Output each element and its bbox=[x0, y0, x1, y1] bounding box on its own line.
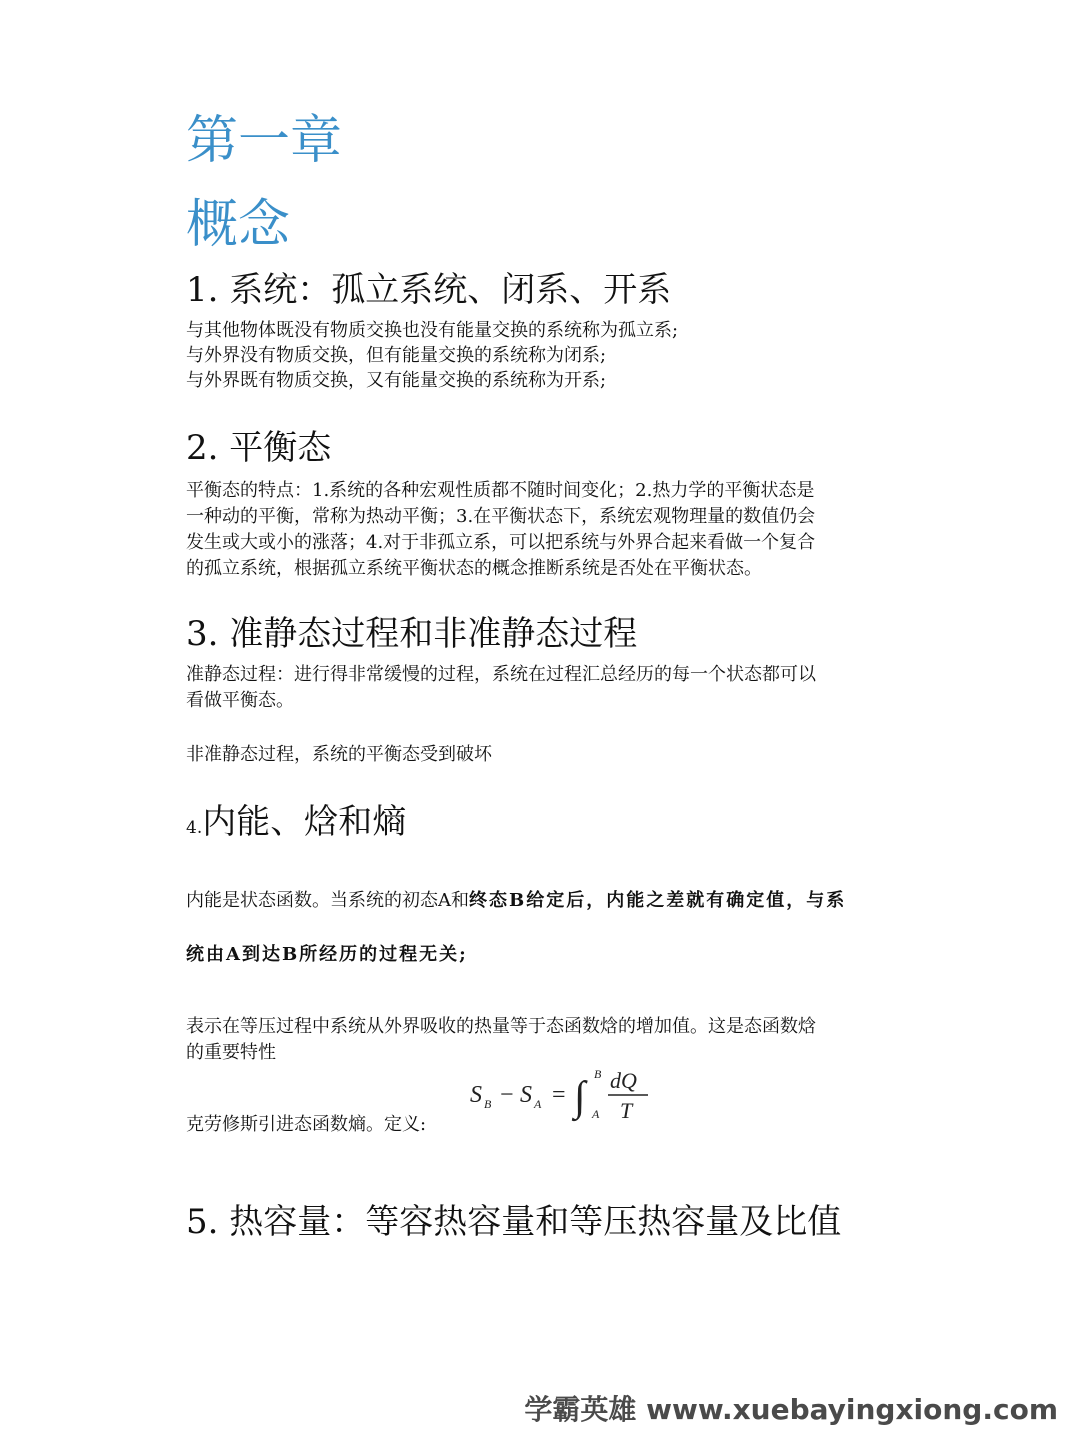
section-3-extra bbox=[186, 742, 906, 767]
formula-s-b: S bbox=[470, 1082, 482, 1108]
section-4-para-4-text: 克劳修斯引进态函数熵。定义: bbox=[186, 1114, 427, 1135]
formula-minus: − bbox=[500, 1082, 514, 1108]
section-4-number: 4. bbox=[186, 818, 203, 838]
section-1-line-3: 与外界既有物质交换，又有能量交换的系统称为开系; bbox=[186, 370, 607, 391]
section-1-line-1: 与其他物体既没有物质交换也没有能量交换的系统称为孤立系; bbox=[186, 320, 679, 341]
formula-integral: ∫ bbox=[574, 1074, 586, 1120]
formula-lower-limit: A bbox=[592, 1107, 600, 1121]
section-3-body bbox=[186, 662, 906, 714]
section-4-para-1-normal: 内能是状态函数。当系统的初态A和 bbox=[186, 890, 469, 911]
formula-sub-b: B bbox=[484, 1097, 492, 1111]
chapter-subtitle: 概念 bbox=[186, 195, 291, 255]
section-1-line-2: 与外界没有物质交换，但有能量交换的系统称为闭系; bbox=[186, 345, 607, 366]
section-2-line-4: 的孤立系统，根据孤立系统平衡状态的概念推断系统是否处在平衡状态。 bbox=[186, 558, 762, 579]
formula-numerator: dQ bbox=[610, 1068, 637, 1093]
section-4-para-1-bold: 终态B给定后，内能之差就有确定值，与系 bbox=[469, 890, 847, 911]
chapter-title: 第一章 bbox=[186, 111, 343, 171]
section-4-para-3 bbox=[186, 1014, 906, 1066]
formula-equals: = bbox=[552, 1082, 566, 1108]
formula-denominator: T bbox=[620, 1098, 633, 1123]
section-3-line-2: 看做平衡态。 bbox=[186, 690, 294, 711]
section-3-extra-line: 非准静态过程，系统的平衡态受到破坏 bbox=[186, 744, 492, 765]
entropy-formula bbox=[470, 1062, 670, 1132]
section-5-heading: 5. 热容量：等容热容量和等压热容量及比值 bbox=[186, 1202, 842, 1242]
formula-s-a: S bbox=[520, 1082, 532, 1108]
section-4-para-2 bbox=[186, 942, 906, 967]
site-watermark: 学霸英雄 www.xuebayingxiong.com bbox=[524, 1393, 1058, 1426]
section-1-body bbox=[186, 318, 906, 393]
section-2-line-2: 一种动的平衡，常称为热动平衡；3.在平衡状态下，系统宏观物理量的数值仍会 bbox=[186, 506, 816, 527]
section-4-title: 内能、焓和熵 bbox=[202, 802, 407, 842]
section-2-line-1: 平衡态的特点：1.系统的各种宏观性质都不随时间变化；2.热力学的平衡状态是 bbox=[186, 480, 815, 501]
section-3-line-1: 准静态过程：进行得非常缓慢的过程，系统在过程汇总经历的每一个状态都可以 bbox=[186, 664, 816, 685]
section-2-heading: 2. 平衡态 bbox=[186, 428, 332, 468]
section-3-heading: 3. 准静态过程和非准静态过程 bbox=[186, 614, 638, 654]
section-4-para-1 bbox=[186, 888, 906, 913]
section-4-para-3-line-2: 的重要特性 bbox=[186, 1042, 276, 1063]
formula-upper-limit: B bbox=[594, 1067, 602, 1081]
section-4-para-3-line-1: 表示在等压过程中系统从外界吸收的热量等于态函数焓的增加值。这是态函数焓 bbox=[186, 1016, 816, 1037]
section-4-para-2-text: 统由A到达B所经历的过程无关; bbox=[186, 944, 468, 965]
section-2-body bbox=[186, 478, 906, 582]
section-4-heading bbox=[186, 800, 406, 850]
formula-sub-a: A bbox=[534, 1097, 542, 1111]
section-2-line-3: 发生或大或小的涨落；4.对于非孤立系，可以把系统与外界合起来看做一个复合 bbox=[186, 532, 816, 553]
section-1-heading: 1. 系统：孤立系统、闭系、开系 bbox=[186, 270, 672, 310]
